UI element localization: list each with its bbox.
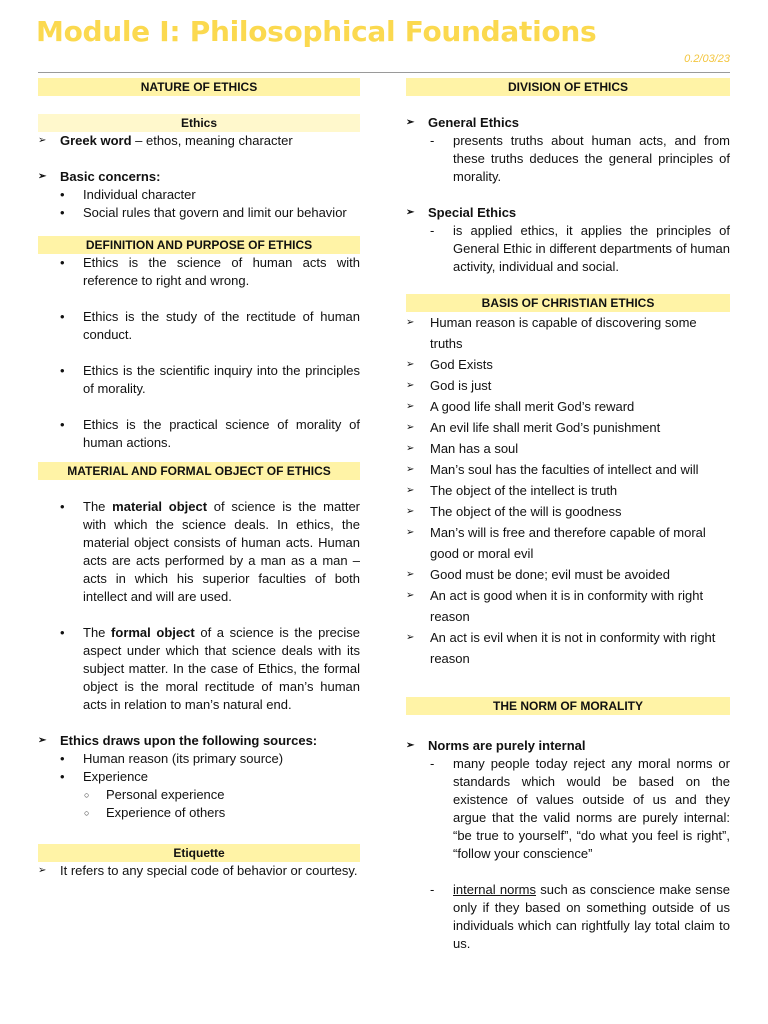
basis-item: ➢ An evil life shall merit God’s punishment bbox=[406, 417, 730, 438]
basic-concerns-label: ➢ Basic concerns: bbox=[38, 168, 360, 186]
section-heading-division: DIVISION OF ETHICS bbox=[406, 78, 730, 96]
section-heading-material: MATERIAL AND FORMAL OBJECT OF ETHICS bbox=[38, 462, 360, 480]
formal-text: of a science is the precise aspect under which that science deals with its subject matter. In the case of Ethics, the formal object is the moral rectitude of man’s human acts in relation to man’s natural end. bbox=[83, 625, 361, 712]
sources-label: ➢ Ethics draws upon the following sources: bbox=[38, 732, 360, 750]
etiquette-text: ➢ It refers to any special code of behavior or courtesy. bbox=[38, 862, 360, 880]
section-heading-etiquette: Etiquette bbox=[38, 844, 360, 862]
basic-concern-item: • Individual character bbox=[38, 186, 360, 204]
internal-norms-text bbox=[406, 881, 730, 953]
definition-item: • Ethics is the practical science of morality of human actions. bbox=[38, 416, 360, 452]
basis-item: ➢ God is just bbox=[406, 375, 730, 396]
basis-item: ➢ Man’s soul has the faculties of intellect and will bbox=[406, 459, 730, 480]
material-term: material object bbox=[112, 499, 208, 514]
basic-concern-item: • Social rules that govern and limit our behavior bbox=[38, 204, 360, 222]
experience-item: ○ Personal experience bbox=[38, 786, 360, 804]
subheading-ethics: Ethics bbox=[38, 114, 360, 132]
norms-label: ➢ Norms are purely internal bbox=[406, 737, 730, 755]
experience-item: ○ Experience of others bbox=[38, 804, 360, 822]
date-label: 0.2/03/23 bbox=[684, 53, 730, 65]
basis-item: ➢ Man has a soul bbox=[406, 438, 730, 459]
basis-item: ➢ An act is good when it is in conformity with right reason bbox=[406, 585, 730, 627]
section-heading-basis: BASIS OF CHRISTIAN ETHICS bbox=[406, 294, 730, 312]
header-rule bbox=[38, 72, 730, 73]
greek-word-item bbox=[38, 132, 360, 150]
definition-item: • Ethics is the science of human acts with reference to right and wrong. bbox=[38, 254, 360, 290]
basis-item: ➢ Human reason is capable of discovering some truths bbox=[406, 312, 730, 354]
greek-word-text: – ethos, meaning character bbox=[131, 133, 293, 148]
internal-norms-term: internal norms bbox=[453, 882, 537, 897]
definition-item: • Ethics is the study of the rectitude of human conduct. bbox=[38, 308, 360, 344]
page-title: Module I: Philosophical Foundations bbox=[36, 15, 597, 48]
source-item: • Experience bbox=[38, 768, 360, 786]
special-ethics-label: ➢ Special Ethics bbox=[406, 204, 730, 222]
formal-pre: The bbox=[83, 625, 112, 640]
material-pre: The bbox=[83, 499, 113, 514]
basis-item: ➢ The object of the will is goodness bbox=[406, 501, 730, 522]
basis-item: ➢ The object of the intellect is truth bbox=[406, 480, 730, 501]
section-heading-norm: THE NORM OF MORALITY bbox=[406, 697, 730, 715]
source-item: • Human reason (its primary source) bbox=[38, 750, 360, 768]
material-text: of science is the matter with which the science deals. In ethics, the material object consists of human acts. Human acts are acts performed by a man as a man – acts in which his superior faculties of both intellect and will are used. bbox=[83, 499, 360, 604]
basis-item: ➢ Good must be done; evil must be avoided bbox=[406, 564, 730, 585]
basis-item: ➢ God Exists bbox=[406, 354, 730, 375]
right-column bbox=[406, 78, 730, 953]
formal-term: formal object bbox=[111, 625, 195, 640]
special-ethics-text: - is applied ethics, it applies the principles of General Ethic in different departments of human activity, individual and social. bbox=[406, 222, 730, 276]
material-object-item bbox=[38, 498, 360, 606]
section-heading-nature: NATURE OF ETHICS bbox=[38, 78, 360, 96]
basis-item: ➢ Man’s will is free and therefore capable of moral good or moral evil bbox=[406, 522, 730, 564]
definition-item: • Ethics is the scientific inquiry into the principles of morality. bbox=[38, 362, 360, 398]
norms-text: - many people today reject any moral norms or standards which would be based on the existence of values outside of us and they argue that the valid norms are purely internal: “be true to yourself”, “do what you feel is right”, “follow your conscience” bbox=[406, 755, 730, 863]
general-ethics-label: ➢ General Ethics bbox=[406, 114, 730, 132]
basis-item: ➢ An act is evil when it is not in conformity with right reason bbox=[406, 627, 730, 669]
basis-item: ➢ A good life shall merit God’s reward bbox=[406, 396, 730, 417]
greek-word-label: Greek word bbox=[60, 133, 132, 148]
formal-object-item bbox=[38, 624, 360, 714]
internal-norms-rest: such as conscience make sense only if they based on something outside of us individuals which can rightfully lay total claim to us. bbox=[453, 882, 730, 951]
section-heading-definition: DEFINITION AND PURPOSE OF ETHICS bbox=[38, 236, 360, 254]
general-ethics-text: - presents truths about human acts, and from these truths deduces the general principles of morality. bbox=[406, 132, 730, 186]
left-column bbox=[38, 78, 360, 880]
